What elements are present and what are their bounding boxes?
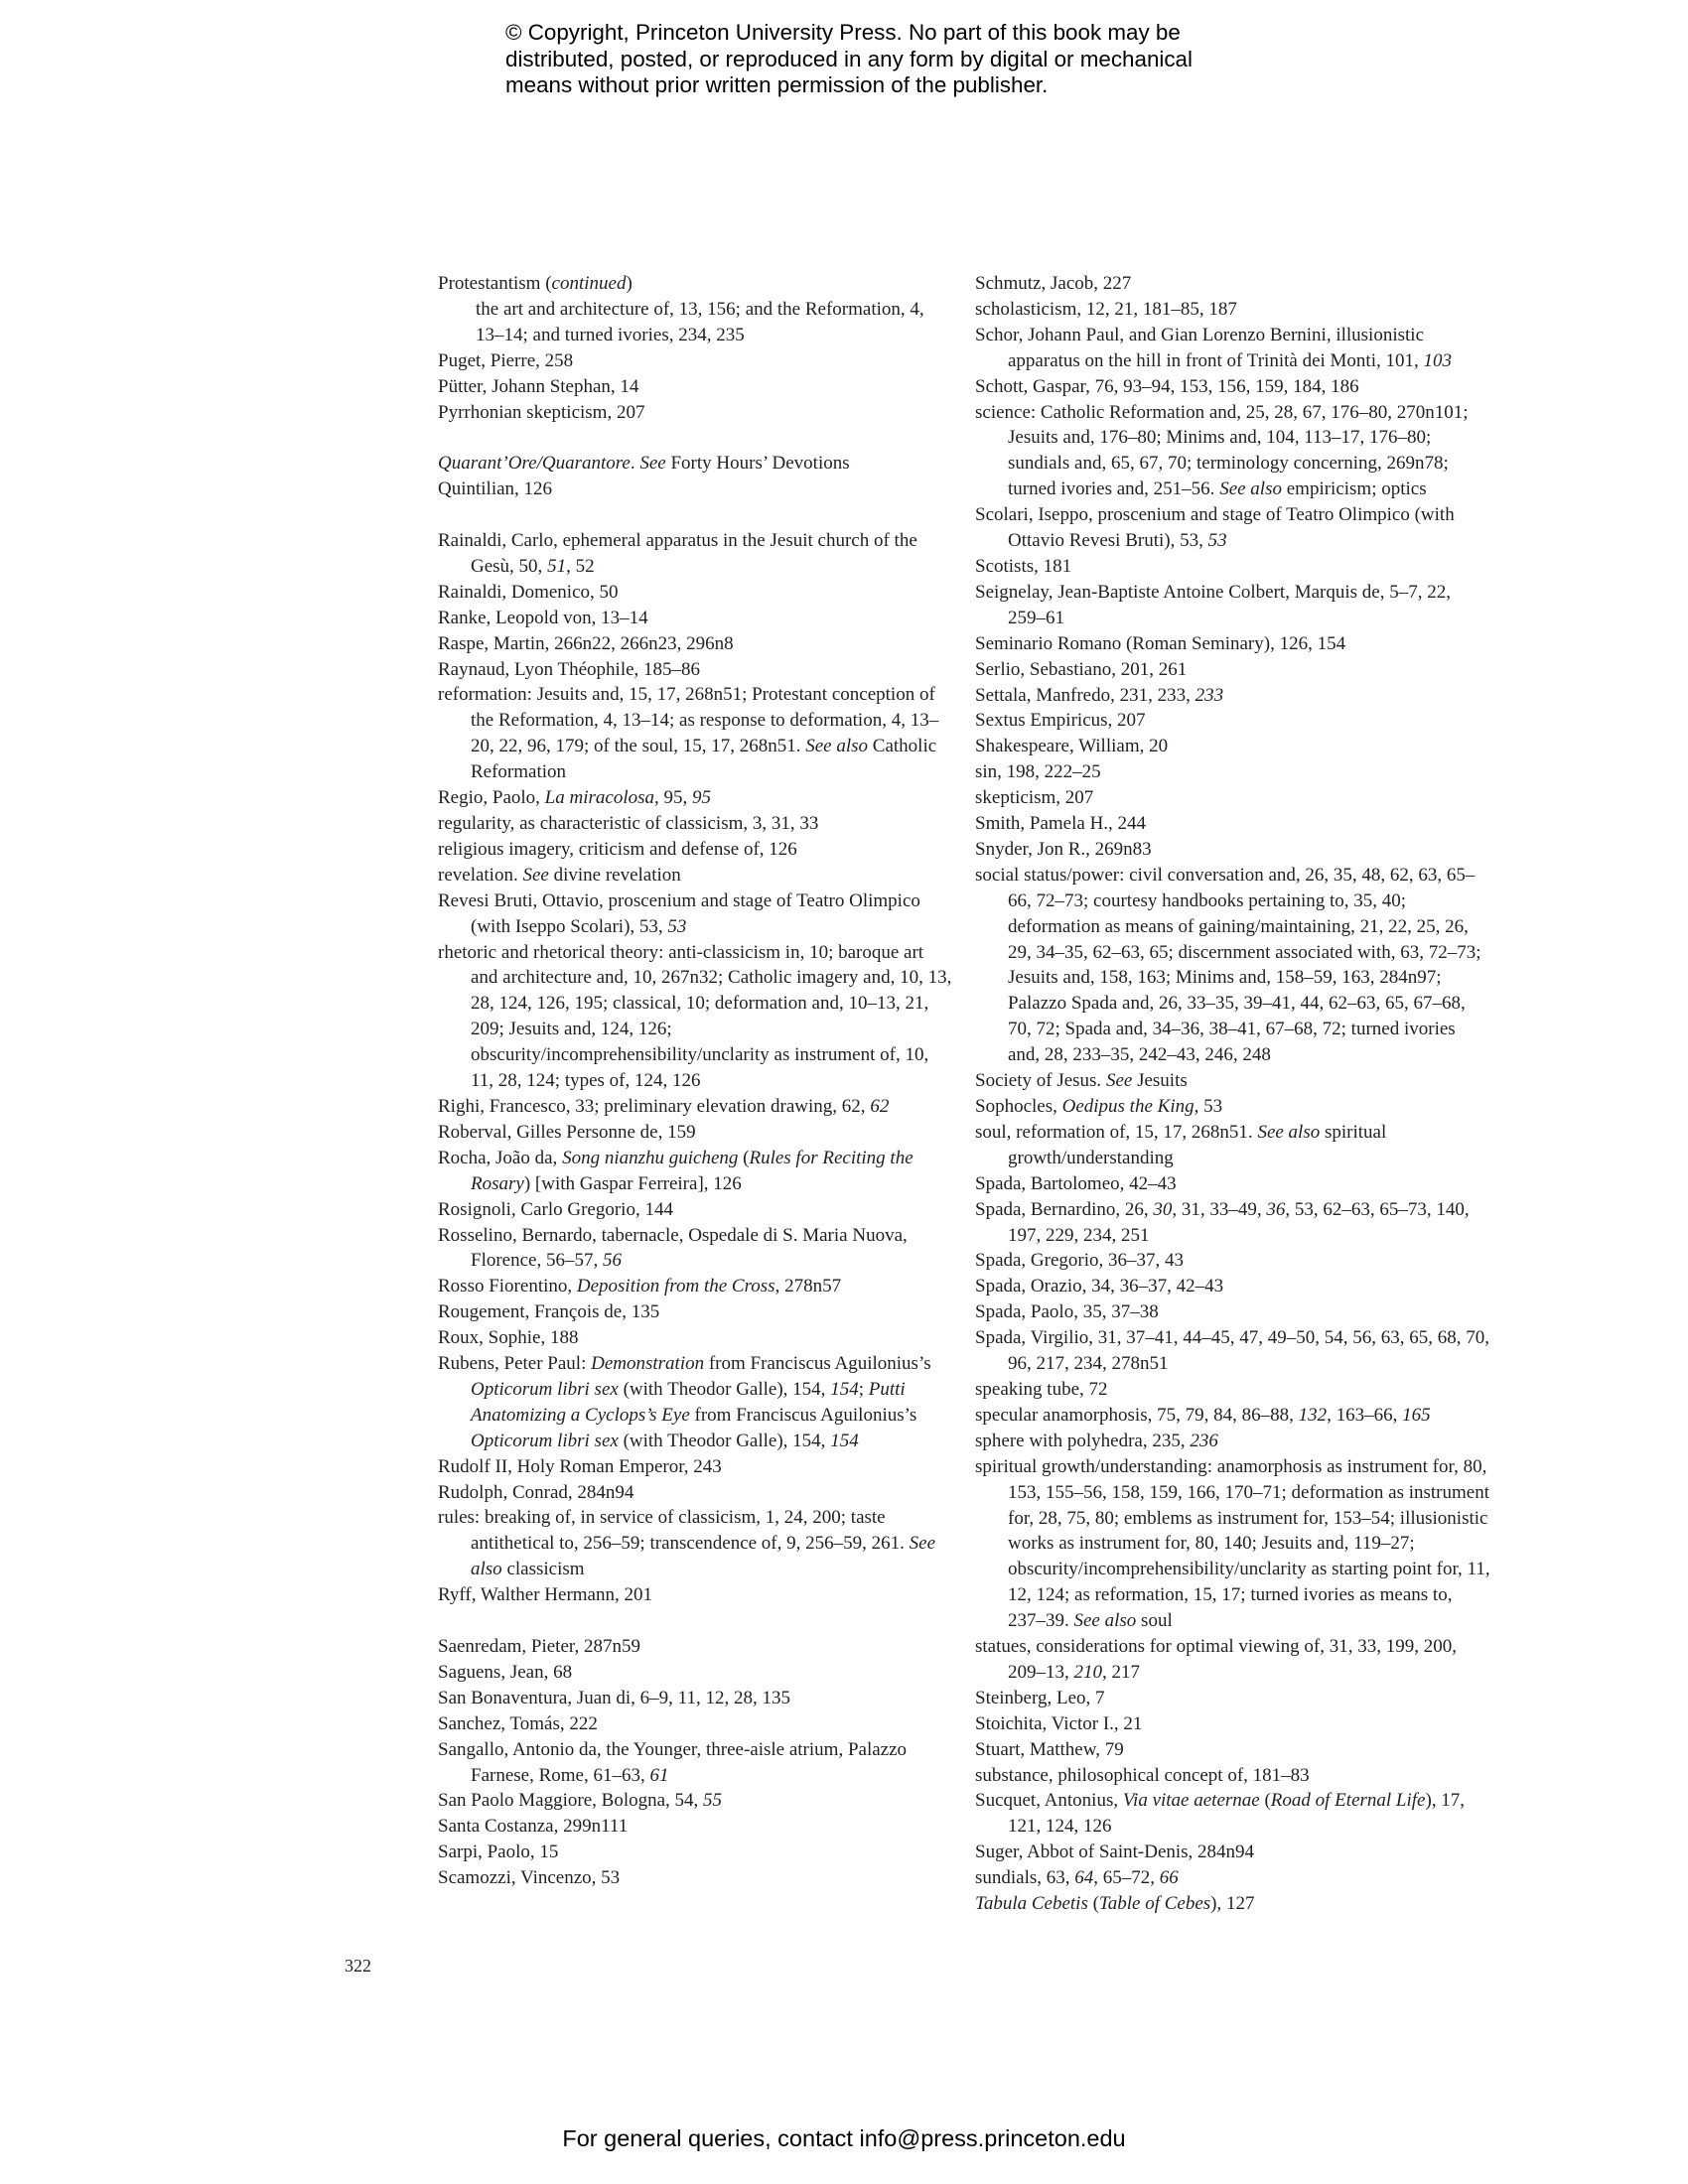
index-entry: Rougement, François de, 135 — [438, 1301, 660, 1323]
index-entry: Stoichita, Victor I., 21 — [975, 1712, 1143, 1734]
index-entry: Sophocles, Oedipus the King, 53 — [975, 1096, 1223, 1117]
index-entry: Sarpi, Paolo, 15 — [438, 1842, 559, 1863]
index-column-left — [438, 271, 954, 1891]
index-entry: Saenredam, Pieter, 287n59 — [438, 1635, 640, 1657]
index-entry: San Bonaventura, Juan di, 6–9, 11, 12, 28, 135 — [438, 1687, 790, 1708]
index-entry: reformation: Jesuits and, 15, 17, 268n51; Protestant conception of the Reformation, 4, 13–14; as response to deformation, 4, 13–20, 22, 96, 179; of the soul, 15, 17, 268n51. See also Catholic Reformation — [438, 684, 939, 783]
index-entry: Schor, Johann Paul, and Gian Lorenzo Bernini, illusionistic apparatus on the hill in front of Trinità dei Monti, 101, 103 — [975, 324, 1452, 371]
index-entry: Sangallo, Antonio da, the Younger, three-aisle atrium, Palazzo Farnese, Rome, 61–63, 61 — [438, 1738, 908, 1786]
index-entry: San Paolo Maggiore, Bologna, 54, 55 — [438, 1790, 723, 1812]
index-entry: Seminario Romano (Roman Seminary), 126, 154 — [975, 632, 1346, 654]
index-entry: regularity, as characteristic of classicism, 3, 31, 33 — [438, 813, 819, 834]
index-entry: Protestantism (continued) — [438, 273, 633, 294]
index-entry: Spada, Paolo, 35, 37–38 — [975, 1301, 1159, 1323]
index-entry: science: Catholic Reformation and, 25, 28, 67, 176–80, 270n101; Jesuits and, 176–80; Minims and, 104, 113–17, 176–80; sundials and, 65, 67, 70; terminology concerning, 269n78; turned ivories and, 251–56. See also empiricism; optics — [975, 401, 1469, 500]
index-entry: rhetoric and rhetorical theory: anti-classicism in, 10; baroque art and architecture and, 10, 267n32; Catholic imagery and, 10, 13, 28, 124, 126, 195; classical, 10; deformation and, 10–13, 21, 209; Jesuits and, 124, 126; obscurity/incomprehensibility/unclarity as instrument of, 10, 11, 28, 124; types of, 124, 126 — [438, 941, 952, 1092]
index-entry: Shakespeare, William, 20 — [975, 736, 1169, 757]
index-entry: Scolari, Iseppo, proscenium and stage of Teatro Olimpico (with Ottavio Revesi Bruti), 53, 53 — [975, 504, 1455, 552]
index-entry: soul, reformation of, 15, 17, 268n51. See also spiritual growth/understanding — [975, 1121, 1387, 1168]
index-entry: revelation. See divine revelation — [438, 864, 681, 886]
index-entry: Scamozzi, Vincenzo, 53 — [438, 1867, 621, 1889]
index-entry: spiritual growth/understanding: anamorphosis as instrument for, 80, 153, 155–56, 158, 159, 166, 170–71; deformation as instrument for, 28, 75, 80; emblems as instrument for, 153–54; illusionistic works as instrument for, 80, 140; Jesuits and, 119–27; obscurity/incomprehensibility/unclarity as starting point for, 11, 12, 124; as reformation, 15, 17; turned ivories as means to, 237–39. See also soul — [975, 1455, 1490, 1632]
index-entry: the art and architecture of, 13, 156; and the Reformation, 4, 13–14; and turned ivories, 234, 235 — [476, 298, 924, 345]
index-entry: Suger, Abbot of Saint-Denis, 284n94 — [975, 1842, 1255, 1863]
index-entry: Sucquet, Antonius, Via vitae aeternae (Road of Eternal Life), 17, 121, 124, 126 — [975, 1790, 1466, 1838]
index-entry: Spada, Virgilio, 31, 37–41, 44–45, 47, 49–50, 54, 56, 63, 65, 68, 70, 96, 217, 234, 278n51 — [975, 1327, 1490, 1375]
index-entry: religious imagery, criticism and defense of, 126 — [438, 838, 797, 860]
index-entry: Sextus Empiricus, 207 — [975, 710, 1146, 732]
index-column-right — [975, 271, 1491, 1917]
index-entry: Spada, Gregorio, 36–37, 43 — [975, 1250, 1185, 1272]
index-entry: Rosselino, Bernardo, tabernacle, Ospedale di S. Maria Nuova, Florence, 56–57, 56 — [438, 1224, 908, 1272]
index-entry: substance, philosophical concept of, 181–83 — [975, 1764, 1310, 1786]
index-entry: Sanchez, Tomás, 222 — [438, 1712, 598, 1734]
index-entry: Spada, Orazio, 34, 36–37, 42–43 — [975, 1276, 1224, 1297]
index-entry: Rosso Fiorentino, Deposition from the Cross, 278n57 — [438, 1276, 842, 1297]
index-entry: Scotists, 181 — [975, 555, 1072, 577]
footer-contact: For general queries, contact info@press.princeton.edu — [562, 2125, 1126, 2151]
index-entry: Seignelay, Jean-Baptiste Antoine Colbert, Marquis de, 5–7, 22, 259–61 — [975, 581, 1451, 628]
copyright-line: distributed, posted, or reproduced in any form by digital or mechanical — [505, 46, 1193, 71]
index-entry: Pütter, Johann Stephan, 14 — [438, 375, 639, 397]
index-entry: Spada, Bartolomeo, 42–43 — [975, 1172, 1177, 1194]
index-entry: Saguens, Jean, 68 — [438, 1661, 573, 1683]
index-entry: Pyrrhonian skepticism, 207 — [438, 401, 645, 423]
index-entry: sin, 198, 222–25 — [975, 761, 1101, 783]
index-entry: Rudolf II, Holy Roman Emperor, 243 — [438, 1455, 722, 1477]
letter-group-gap — [438, 1608, 954, 1634]
index-entry: Ranke, Leopold von, 13–14 — [438, 607, 648, 628]
index-entry: Rosignoli, Carlo Gregorio, 144 — [438, 1198, 673, 1220]
index-entry: Smith, Pamela H., 244 — [975, 813, 1147, 835]
index-entry: Roberval, Gilles Personne de, 159 — [438, 1121, 696, 1143]
index-entry: social status/power: civil conversation and, 26, 35, 48, 62, 63, 65–66, 72–73; courtesy handbooks pertaining to, 35, 40; deformation as means of gaining/maintaining, 21, 22, 25, 26, 29, 34–35, 62–63, 65; discernment associated with, 63, 72–73; Jesuits and, 158, 163; Minims and, 158–59, 163, 284n97; Palazzo Spada and, 26, 33–35, 39–41, 44, 62–63, 65, 67–68, 70, 72; Spada and, 34–36, 38–41, 67–68, 72; turned ivories and, 28, 233–35, 242–43, 246, 248 — [975, 864, 1481, 1066]
index-entry: statues, considerations for optimal viewing of, 31, 33, 199, 200, 209–13, 210, 217 — [975, 1636, 1457, 1683]
index-entry: Rocha, João da, Song nianzhu guicheng (Rules for Reciting the Rosary) [with Gaspar Ferreira], 126 — [438, 1147, 914, 1194]
index-entry: specular anamorphosis, 75, 79, 84, 86–88, 132, 163–66, 165 — [975, 1404, 1431, 1426]
index-entry: Quarant’Ore/Quarantore. See Forty Hours’ Devotions — [438, 453, 850, 475]
index-entry: Righi, Francesco, 33; preliminary elevation drawing, 62, 62 — [438, 1095, 890, 1117]
index-entry: Quintilian, 126 — [438, 478, 553, 500]
index-entry: speaking tube, 72 — [975, 1378, 1108, 1400]
index-entry: Santa Costanza, 299n111 — [438, 1816, 629, 1838]
index-entry: Rubens, Peter Paul: Demonstration from Franciscus Aguilonius’s Opticorum libri sex (with Theodor Galle), 154, 154; Putti Anatomizing a Cyclops’s Eye from Franciscus Aguilonius’s Opticorum libri sex (with Theodor Galle), 154, 154 — [438, 1353, 931, 1451]
copyright-line: © Copyright, Princeton University Press. No part of this book may be — [505, 20, 1181, 45]
index-entry: Puget, Pierre, 258 — [438, 349, 574, 371]
index-entry: Stuart, Matthew, 79 — [975, 1738, 1124, 1760]
index-entry: Regio, Paolo, La miracolosa, 95, 95 — [438, 787, 711, 809]
index-entry: Schmutz, Jacob, 227 — [975, 273, 1132, 294]
index-entry: Spada, Bernardino, 26, 30, 31, 33–49, 36, 53, 62–63, 65–73, 140, 197, 229, 234, 251 — [975, 1198, 1470, 1246]
copyright-line: means without prior written permission of the publisher. — [505, 72, 1049, 97]
index-entry: sphere with polyhedra, 235, 236 — [975, 1430, 1218, 1451]
index-entry: sundials, 63, 64, 65–72, 66 — [975, 1867, 1179, 1889]
index-entry: Steinberg, Leo, 7 — [975, 1687, 1105, 1708]
index-entry: Society of Jesus. See Jesuits — [975, 1070, 1188, 1092]
index-entry: scholasticism, 12, 21, 181–85, 187 — [975, 298, 1237, 320]
index-entry: Roux, Sophie, 188 — [438, 1327, 579, 1349]
index-entry: Settala, Manfredo, 231, 233, 233 — [975, 684, 1224, 706]
index-entry: Ryff, Walther Hermann, 201 — [438, 1584, 652, 1606]
index-entry: Rudolph, Conrad, 284n94 — [438, 1481, 634, 1503]
index-entry: Rainaldi, Carlo, ephemeral apparatus in the Jesuit church of the Gesù, 50, 51, 52 — [438, 530, 917, 577]
index-entry: Serlio, Sebastiano, 201, 261 — [975, 658, 1188, 680]
index-entry: Rainaldi, Domenico, 50 — [438, 581, 619, 603]
index-entry: Snyder, Jon R., 269n83 — [975, 838, 1152, 860]
index-entry: Schott, Gaspar, 76, 93–94, 153, 156, 159, 184, 186 — [975, 375, 1359, 397]
index-entry: skepticism, 207 — [975, 787, 1094, 809]
index-entry: Raspe, Martin, 266n22, 266n23, 296n8 — [438, 632, 734, 654]
index-entry: Raynaud, Lyon Théophile, 185–86 — [438, 658, 701, 680]
page-number: 322 — [345, 1956, 371, 1976]
index-entry: Tabula Cebetis (Table of Cebes), 127 — [975, 1893, 1255, 1915]
letter-group-gap — [438, 425, 954, 451]
copyright-notice — [505, 20, 1260, 99]
index-entry: rules: breaking of, in service of classicism, 1, 24, 200; taste antithetical to, 256–59; transcendence of, 9, 256–59, 261. See also classicism — [438, 1507, 936, 1580]
index-entry: Revesi Bruti, Ottavio, proscenium and stage of Teatro Olimpico (with Iseppo Scolari), 53, 53 — [438, 889, 920, 937]
letter-group-gap — [438, 502, 954, 528]
